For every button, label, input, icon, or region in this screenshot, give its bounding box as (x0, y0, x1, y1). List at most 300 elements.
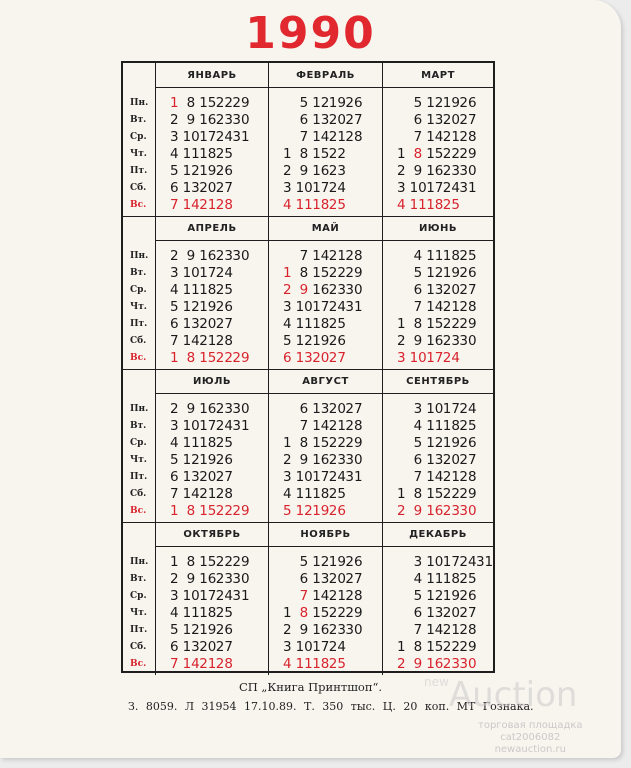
date-cell: 21 (328, 129, 346, 145)
weekday-dates (410, 281, 476, 299)
date-cell: 3 (397, 180, 406, 196)
weekday-dates (410, 621, 476, 639)
date-cell: 11 (426, 248, 444, 264)
date-cell: 7 (413, 622, 423, 638)
date-cell: 18 (312, 486, 330, 502)
date-cell: 23 (215, 248, 233, 264)
date-cell: 11 (295, 316, 313, 332)
weekday-label: Пт. (130, 472, 148, 482)
date-cell: 15 (312, 605, 330, 621)
date-cell: 2 (397, 163, 406, 179)
date-cell: 12 (182, 163, 200, 179)
date-cell: 23 (215, 401, 233, 417)
month-block (268, 63, 382, 216)
date-cell: 3 (283, 639, 292, 655)
date-cell: 2 (170, 112, 179, 128)
date-cell: 12 (426, 435, 444, 451)
date-cell: 23 (442, 503, 460, 519)
date-cell: 1 (397, 146, 406, 162)
weekday-label: Пн. (130, 251, 149, 261)
date-cell: 26 (459, 265, 477, 281)
date-cell: 19 (442, 265, 460, 281)
date-cell: 25 (215, 435, 233, 451)
date-cell: 1 (283, 265, 292, 281)
weekday-dates (410, 587, 476, 605)
date-cell: 20 (442, 452, 460, 468)
date-cell: 3 (170, 588, 179, 604)
month-name: АВГУСТ (269, 369, 382, 394)
date-cell: 20 (199, 316, 217, 332)
weekday-dates (410, 434, 476, 452)
date-cell: 30 (345, 282, 363, 298)
weekday-column (123, 522, 156, 675)
weekday-dates (279, 604, 362, 622)
date-cell: 9 (186, 112, 196, 128)
quarter-row (123, 369, 493, 522)
date-cell: 28 (215, 486, 233, 502)
month-name: МАЙ (269, 216, 382, 241)
date-cell: 22 (442, 316, 460, 332)
date-cell: 13 (426, 112, 444, 128)
date-cell: 25 (328, 656, 346, 672)
weekday-label: Чт. (130, 608, 147, 618)
weekday-dates (166, 247, 249, 265)
date-cell: 7 (170, 197, 179, 213)
date-cell: 22 (442, 146, 460, 162)
weekday-dates (279, 162, 345, 180)
date-cell: 26 (459, 435, 477, 451)
date-cell: 1 (170, 503, 179, 519)
date-cell: 31 (345, 469, 363, 485)
date-cell: 19 (199, 299, 217, 315)
date-cell: 7 (299, 418, 309, 434)
date-cell: 11 (295, 197, 313, 213)
date-cell: 27 (459, 112, 477, 128)
date-cell: 16 (199, 248, 217, 264)
date-cell: 6 (299, 571, 309, 587)
date-cell: 3 (170, 129, 179, 145)
weekday-label: Вт. (130, 115, 147, 125)
date-cell: 5 (170, 622, 179, 638)
date-cell: 17 (426, 180, 444, 196)
weekday-label: Вс. (130, 506, 147, 516)
date-cell: 5 (299, 554, 309, 570)
date-cell: 19 (199, 163, 217, 179)
date-cell: 20 (328, 401, 346, 417)
date-cell: 24 (459, 554, 477, 570)
date-cell: 30 (232, 571, 250, 587)
date-cell: 21 (199, 656, 217, 672)
date-cell: 29 (459, 146, 477, 162)
date-cell: 2 (283, 163, 292, 179)
date-cell: 7 (299, 588, 309, 604)
weekday-dates (410, 111, 476, 129)
weekday-dates (279, 315, 345, 333)
watermark-logo (424, 675, 577, 715)
date-cell: 27 (215, 180, 233, 196)
date-cell: 19 (442, 95, 460, 111)
date-cell: 29 (232, 554, 250, 570)
date-cell: 27 (459, 605, 477, 621)
date-cell: 25 (442, 197, 460, 213)
date-cell: 13 (182, 639, 200, 655)
weekday-dates (166, 502, 249, 520)
date-cell: 21 (442, 129, 460, 145)
date-cell: 26 (215, 452, 233, 468)
weekday-label: Чт. (130, 149, 147, 159)
weekday-dates (166, 298, 232, 316)
weekday-dates (166, 587, 249, 605)
weekday-label: Чт. (130, 302, 147, 312)
date-cell: 1 (397, 316, 406, 332)
date-cell: 26 (215, 163, 233, 179)
weekday-dates (393, 332, 476, 350)
month-block (268, 369, 382, 522)
row-divider (123, 369, 493, 370)
weekday-dates (393, 145, 476, 163)
date-cell: 20 (312, 350, 330, 366)
date-cell: 28 (459, 129, 477, 145)
date-cell: 3 (283, 469, 292, 485)
date-cell: 20 (199, 639, 217, 655)
date-cell: 4 (413, 248, 423, 264)
date-cell: 18 (199, 435, 217, 451)
date-cell: 17 (199, 129, 217, 145)
weekday-dates (166, 434, 232, 452)
date-cell: 10 (182, 129, 200, 145)
weekday-dates (296, 553, 362, 571)
weekday-dates (393, 315, 476, 333)
weekday-dates (296, 587, 362, 605)
date-cell: 21 (328, 418, 346, 434)
date-cell: 18 (312, 197, 330, 213)
weekday-dates (279, 621, 362, 639)
weekday-dates (410, 94, 476, 112)
weekday-dates (166, 553, 249, 571)
weekday-dates (296, 94, 362, 112)
date-cell: 7 (170, 333, 179, 349)
watermark-line2: cat2006082 (500, 732, 561, 743)
date-cell: 23 (328, 163, 346, 179)
quarter-row (123, 522, 493, 675)
date-cell: 6 (283, 350, 292, 366)
date-cell: 11 (182, 282, 200, 298)
date-cell: 14 (182, 333, 200, 349)
date-cell: 7 (299, 129, 309, 145)
date-cell: 12 (312, 554, 330, 570)
weekday-label: Вт. (130, 421, 147, 431)
date-cell: 13 (312, 401, 330, 417)
date-cell: 7 (170, 486, 179, 502)
date-cell: 15 (426, 639, 444, 655)
date-cell: 14 (312, 418, 330, 434)
date-cell: 17 (312, 639, 330, 655)
date-cell: 7 (413, 299, 423, 315)
date-cell: 10 (426, 554, 444, 570)
date-cell: 19 (328, 95, 346, 111)
date-cell: 12 (426, 588, 444, 604)
weekday-dates (166, 655, 232, 673)
date-cell: 29 (345, 605, 363, 621)
date-cell: 11 (182, 146, 200, 162)
weekday-dates (393, 638, 476, 656)
date-cell: 25 (459, 248, 477, 264)
month-block (382, 522, 493, 675)
date-cell: 11 (182, 605, 200, 621)
date-cell: 13 (182, 316, 200, 332)
weekday-dates (166, 196, 232, 214)
date-cell: 26 (345, 95, 363, 111)
date-cell: 2 (283, 622, 292, 638)
date-cell: 8 (413, 486, 423, 502)
date-cell: 6 (413, 452, 423, 468)
weekday-dates (166, 400, 249, 418)
date-cell: 1 (283, 146, 292, 162)
date-cell: 25 (215, 146, 233, 162)
date-cell: 6 (299, 401, 309, 417)
date-cell: 23 (328, 452, 346, 468)
date-cell: 22 (215, 503, 233, 519)
weekday-column (123, 216, 156, 369)
date-cell: 5 (283, 503, 292, 519)
year-title: 1990 (245, 8, 376, 59)
date-cell: 23 (215, 571, 233, 587)
date-cell: 7 (413, 469, 423, 485)
date-cell: 7 (413, 129, 423, 145)
date-cell: 23 (215, 112, 233, 128)
weekday-dates (279, 298, 362, 316)
date-cell: 24 (328, 180, 346, 196)
weekday-dates (279, 281, 362, 299)
date-cell: 28 (345, 248, 363, 264)
date-cell: 24 (215, 588, 233, 604)
date-cell: 10 (409, 350, 427, 366)
date-cell: 24 (215, 129, 233, 145)
date-cell: 17 (199, 588, 217, 604)
date-cell: 19 (312, 503, 330, 519)
date-cell: 25 (328, 486, 346, 502)
date-cell: 27 (345, 112, 363, 128)
watermark-prefix: new (424, 675, 449, 689)
watermark-line1: торговая площадка (478, 720, 583, 731)
row-divider (123, 522, 493, 523)
date-cell: 9 (413, 333, 423, 349)
weekday-label: Вс. (130, 353, 147, 363)
date-cell: 30 (459, 163, 477, 179)
date-cell: 28 (345, 418, 363, 434)
date-cell: 21 (199, 333, 217, 349)
date-cell: 21 (199, 197, 217, 213)
quarter-row (123, 63, 493, 216)
date-cell: 17 (312, 299, 330, 315)
month-block (382, 369, 493, 522)
date-cell: 6 (170, 180, 179, 196)
date-cell: 23 (442, 656, 460, 672)
date-cell: 8 (299, 605, 309, 621)
weekday-dates (410, 451, 476, 469)
date-cell: 1 (283, 435, 292, 451)
date-cell: 13 (182, 469, 200, 485)
calendar-grid (121, 61, 495, 673)
date-cell: 12 (182, 299, 200, 315)
date-cell: 28 (345, 588, 363, 604)
date-cell: 19 (442, 588, 460, 604)
weekday-label: Пт. (130, 625, 148, 635)
date-cell: 16 (312, 452, 330, 468)
date-cell: 7 (170, 656, 179, 672)
date-cell: 17 (442, 401, 460, 417)
date-cell: 11 (409, 197, 427, 213)
date-cell: 30 (345, 452, 363, 468)
date-cell: 27 (345, 401, 363, 417)
weekday-dates (410, 264, 476, 282)
date-cell: 6 (170, 469, 179, 485)
date-cell: 12 (426, 95, 444, 111)
date-cell: 11 (182, 435, 200, 451)
date-cell: 12 (295, 333, 313, 349)
date-cell: 1 (283, 605, 292, 621)
date-cell: 9 (413, 656, 423, 672)
weekday-dates (279, 145, 345, 163)
date-cell: 5 (170, 163, 179, 179)
date-cell: 15 (199, 554, 217, 570)
weekday-dates (279, 332, 345, 350)
date-cell: 22 (215, 95, 233, 111)
date-cell: 3 (170, 418, 179, 434)
weekday-dates (166, 621, 232, 639)
weekday-dates (410, 604, 476, 622)
date-cell: 8 (413, 146, 423, 162)
date-cell: 10 (295, 299, 313, 315)
row-divider (123, 216, 493, 217)
weekday-dates (166, 315, 232, 333)
date-cell: 21 (442, 622, 460, 638)
date-cell: 20 (199, 469, 217, 485)
date-cell: 26 (215, 299, 233, 315)
month-name: ЯНВАРЬ (156, 63, 268, 88)
date-cell: 1 (397, 639, 406, 655)
weekday-dates (296, 247, 362, 265)
weekday-dates (166, 128, 249, 146)
weekday-label: Чт. (130, 455, 147, 465)
date-cell: 12 (295, 503, 313, 519)
date-cell: 30 (345, 622, 363, 638)
date-cell: 9 (186, 248, 196, 264)
date-cell: 11 (426, 571, 444, 587)
date-cell: 6 (413, 282, 423, 298)
watermark-brand: Auction (448, 675, 578, 715)
weekday-dates (296, 417, 362, 435)
date-cell: 24 (215, 265, 233, 281)
date-cell: 13 (426, 605, 444, 621)
date-cell: 26 (215, 622, 233, 638)
date-cell: 5 (170, 452, 179, 468)
date-cell: 10 (295, 180, 313, 196)
weekday-column (123, 369, 156, 522)
date-cell: 4 (170, 146, 179, 162)
month-name: ИЮЛЬ (156, 369, 268, 394)
date-cell: 22 (442, 486, 460, 502)
date-cell: 14 (426, 622, 444, 638)
date-cell: 4 (170, 435, 179, 451)
weekday-label: Вс. (130, 659, 147, 669)
date-cell: 11 (426, 418, 444, 434)
weekday-dates (393, 179, 476, 197)
date-cell: 22 (328, 265, 346, 281)
date-cell: 6 (170, 639, 179, 655)
date-cell: 10 (409, 180, 427, 196)
date-cell: 24 (328, 469, 346, 485)
date-cell: 18 (199, 282, 217, 298)
date-cell: 10 (182, 418, 200, 434)
weekday-label: Пн. (130, 404, 149, 414)
weekday-label: Пн. (130, 98, 149, 108)
weekday-label: Пн. (130, 557, 149, 567)
date-cell: 26 (459, 95, 477, 111)
weekday-label: Сб. (130, 642, 147, 652)
date-cell: 13 (426, 452, 444, 468)
date-cell: 9 (413, 163, 423, 179)
date-cell: 20 (328, 571, 346, 587)
date-cell: 16 (312, 282, 330, 298)
date-cell: 5 (413, 435, 423, 451)
date-cell: 25 (328, 197, 346, 213)
date-cell: 18 (442, 571, 460, 587)
weekday-dates (296, 570, 362, 588)
date-cell: 2 (397, 333, 406, 349)
date-cell: 1 (170, 554, 179, 570)
date-cell: 16 (426, 503, 444, 519)
date-cell: 20 (442, 605, 460, 621)
date-cell: 26 (345, 554, 363, 570)
weekday-dates (166, 570, 249, 588)
date-cell: 25 (459, 418, 477, 434)
date-cell: 13 (312, 571, 330, 587)
weekday-dates (166, 281, 232, 299)
weekday-dates (393, 349, 459, 367)
weekday-dates (279, 655, 345, 673)
date-cell: 15 (312, 435, 330, 451)
month-block (156, 369, 268, 522)
date-cell: 23 (328, 622, 346, 638)
weekday-dates (410, 570, 476, 588)
date-cell: 19 (328, 554, 346, 570)
date-cell: 9 (413, 503, 423, 519)
weekday-dates (166, 162, 232, 180)
date-cell: 15 (199, 350, 217, 366)
date-cell: 6 (299, 112, 309, 128)
date-cell: 9 (186, 571, 196, 587)
date-cell: 8 (186, 350, 196, 366)
date-cell: 16 (426, 333, 444, 349)
date-cell: 31 (345, 299, 363, 315)
date-cell: 15 (426, 486, 444, 502)
weekday-dates (166, 451, 232, 469)
date-cell: 15 (312, 146, 330, 162)
date-cell: 17 (199, 265, 217, 281)
date-cell: 17 (312, 469, 330, 485)
date-cell: 14 (312, 248, 330, 264)
date-cell: 14 (426, 129, 444, 145)
date-cell: 12 (312, 95, 330, 111)
date-cell: 16 (199, 571, 217, 587)
date-cell: 29 (459, 316, 477, 332)
weekday-label: Ср. (130, 285, 147, 295)
date-cell: 23 (442, 163, 460, 179)
weekday-label: Вс. (130, 200, 147, 210)
month-block (382, 63, 493, 216)
date-cell: 30 (459, 656, 477, 672)
